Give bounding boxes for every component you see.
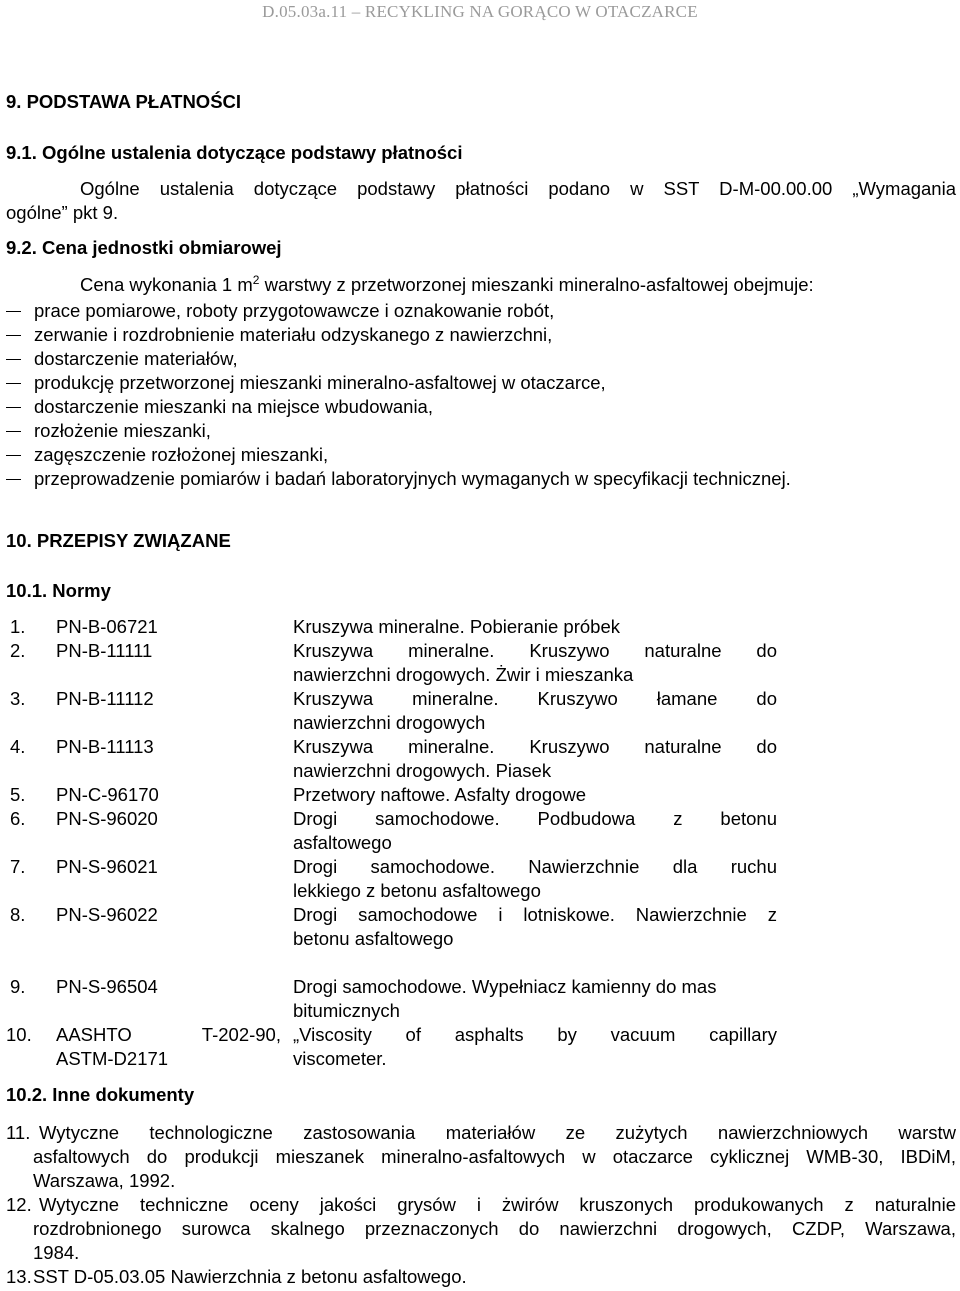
norm-description: Drogi samochodowe i lotniskowe. Nawierzchnie z betonu asfaltowego <box>293 904 777 949</box>
list-item-text: zerwanie i rozdrobnienie materiału odzyskanego z nawierzchni, <box>34 324 553 345</box>
section-9-1-text-line1: Ogólne ustalenia dotyczące podstawy płatności podano w SST D-M-00.00.00 „Wymagania <box>80 178 956 199</box>
norm-number: 4. <box>10 736 26 757</box>
list-item <box>6 1193 956 1265</box>
norm-number: 5. <box>10 784 26 805</box>
doc-text: SST D-05.03.05 Nawierzchnia z betonu asfaltowego. <box>33 1266 467 1287</box>
list-item-text: zagęszczenie rozłożonej mieszanki, <box>34 444 329 465</box>
list-item-text: produkcję przetworzonej mieszanki mineralno-asfaltowej w otaczarce, <box>34 372 606 393</box>
dash-icon <box>6 359 21 360</box>
dash-icon <box>6 311 21 312</box>
list-item <box>6 1121 956 1193</box>
norm-number: 7. <box>10 856 26 877</box>
norm-code: PN-S-96022 <box>56 904 158 925</box>
section-9-heading: 9. PODSTAWA PŁATNOŚCI <box>6 91 242 112</box>
norm-code: PN-B-11112 <box>56 688 154 709</box>
section-10-heading: 10. PRZEPISY ZWIĄZANE <box>6 530 231 551</box>
norm-description: Kruszywa mineralne. Kruszywo naturalne do nawierzchni drogowych. Piasek <box>293 736 777 781</box>
doc-number: 13. <box>6 1266 32 1287</box>
norm-description: Kruszywa mineralne. Kruszywo naturalne do nawierzchni drogowych. Żwir i mieszanka <box>293 640 777 685</box>
norm-code: PN-S-96504 <box>56 976 158 997</box>
list-item-text: prace pomiarowe, roboty przygotowawcze i oznakowanie robót, <box>34 300 555 321</box>
doc-number: 12. <box>6 1194 32 1215</box>
norm-description: Drogi samochodowe. Wypełniacz kamienny do mas bitumicznych <box>293 976 717 1021</box>
norm-code: PN-B-11111 <box>56 640 153 661</box>
running-header: D.05.03a.11 – RECYKLING NA GORĄCO W OTACZARCE <box>262 2 698 21</box>
doc-text: Wytyczne techniczne oceny jakości grysów i żwirów kruszonych produkowanych z naturalnie rozdrobnionego surowca skalnego przeznaczonych do nawierzchni drogowych, CZDP, Warszawa, 1984. <box>33 1194 956 1263</box>
norm-description: Drogi samochodowe. Podbudowa z betonu asfaltowego <box>293 808 777 853</box>
norm-description: „Viscosity of asphalts by vacuum capillary viscometer. <box>293 1024 777 1069</box>
norm-number: 10. <box>6 1024 32 1045</box>
section-10-1-heading: 10.1. Normy <box>6 580 111 601</box>
intro-after: warstwy z przetworzonej mieszanki mineralno-asfaltowej obejmuje: <box>259 274 814 295</box>
norm-description: Kruszywa mineralne. Pobieranie próbek <box>293 616 621 637</box>
list-item <box>6 371 791 395</box>
dash-icon <box>6 479 21 480</box>
list-item <box>6 419 791 443</box>
intro-superscript: 2 <box>252 273 260 287</box>
norm-number: 2. <box>10 640 26 661</box>
norm-number: 6. <box>10 808 26 829</box>
norm-number: 3. <box>10 688 26 709</box>
list-item <box>6 323 791 347</box>
section-9-2-intro <box>80 273 960 297</box>
section-10-2-heading: 10.2. Inne dokumenty <box>6 1084 195 1105</box>
section-9-1-heading: 9.1. Ogólne ustalenia dotyczące podstawy płatności <box>6 142 463 163</box>
list-item-text: rozłożenie mieszanki, <box>34 420 211 441</box>
list-item <box>6 443 791 467</box>
dash-icon <box>6 431 21 432</box>
norm-code: PN-B-06721 <box>56 616 158 637</box>
norm-number: 8. <box>10 904 26 925</box>
list-item <box>6 395 791 419</box>
list-item <box>6 347 791 371</box>
intro-before: Cena wykonania 1 m <box>80 274 253 295</box>
norm-code: AASHTO T-202-90, ASTM-D2171 <box>56 1024 281 1069</box>
norm-number: 9. <box>10 976 26 997</box>
section-9-1-text-line2: ogólne” pkt 9. <box>6 202 119 223</box>
norm-description: Kruszywa mineralne. Kruszywo łamane do nawierzchni drogowych <box>293 688 777 733</box>
dash-icon <box>6 383 21 384</box>
norm-code: PN-C-96170 <box>56 784 159 805</box>
list-item <box>6 299 791 323</box>
norm-code: PN-S-96021 <box>56 856 158 877</box>
doc-number: 11. <box>6 1122 31 1143</box>
list-item <box>6 467 791 491</box>
dash-icon <box>6 335 21 336</box>
norm-code: PN-S-96020 <box>56 808 158 829</box>
list-item <box>6 1265 956 1289</box>
list-item-text: dostarczenie materiałów, <box>34 348 238 369</box>
norm-description: Drogi samochodowe. Nawierzchnie dla ruchu lekkiego z betonu asfaltowego <box>293 856 777 901</box>
dash-icon <box>6 407 21 408</box>
list-item-text: przeprowadzenie pomiarów i badań laboratoryjnych wymaganych w specyfikacji technicznej. <box>34 468 791 489</box>
dash-icon <box>6 455 21 456</box>
list-item-text: dostarczenie mieszanki na miejsce wbudowania, <box>34 396 433 417</box>
section-9-2-heading: 9.2. Cena jednostki obmiarowej <box>6 237 282 258</box>
doc-text: Wytyczne technologiczne zastosowania materiałów ze zużytych nawierzchniowych warstw asfaltowych do produkcji mieszanek mineralno-asfaltowych w otaczarce cyklicznej WMB-30, IBDiM, Warszawa, 1992. <box>33 1122 956 1191</box>
norm-description: Przetwory naftowe. Asfalty drogowe <box>293 784 587 805</box>
norm-code: PN-B-11113 <box>56 736 154 757</box>
price-components-list <box>6 299 791 491</box>
norm-number: 1. <box>10 616 26 637</box>
